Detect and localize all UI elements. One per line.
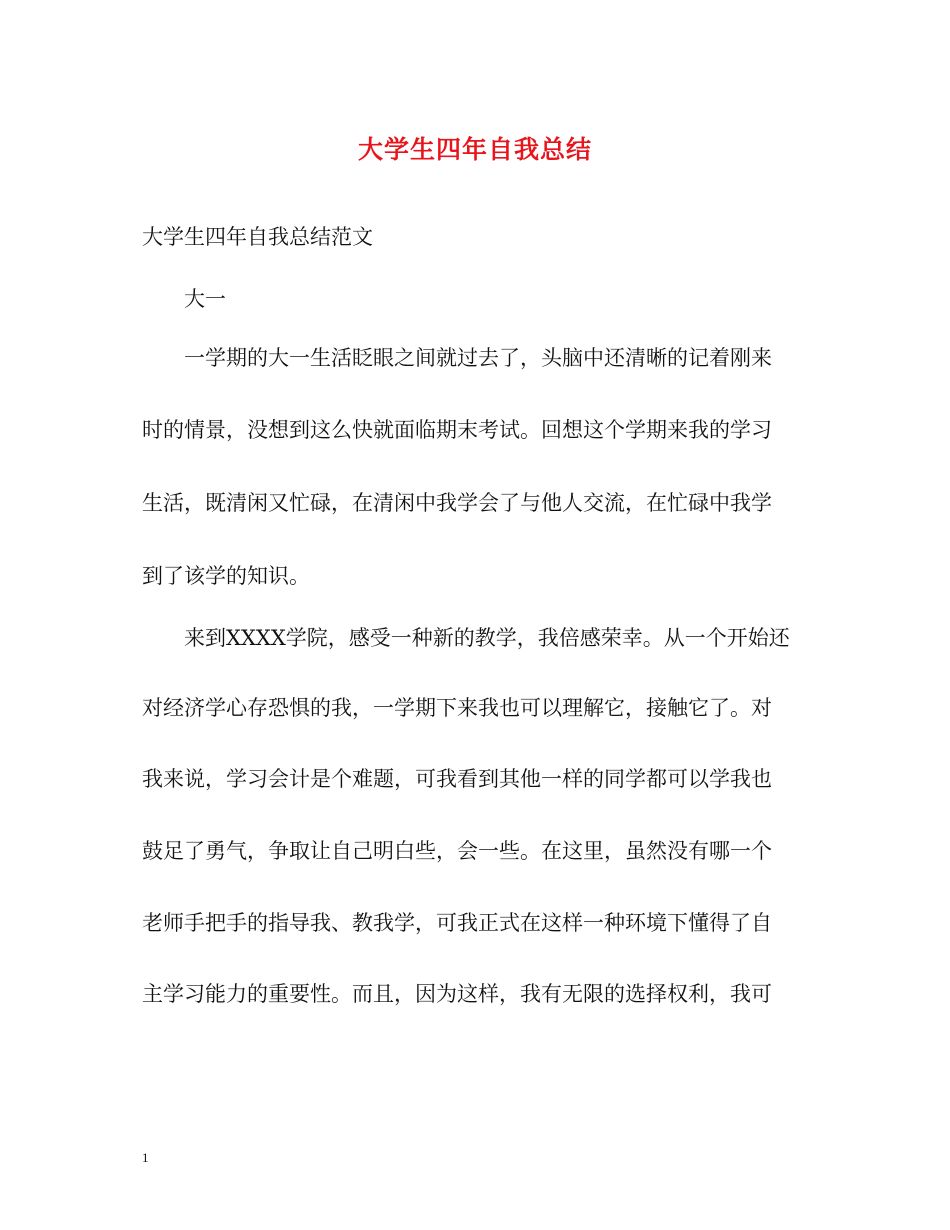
- paragraph-line: 时的情景，没想到这么快就面临期末考试。回想这个学期来我的学习: [142, 418, 772, 442]
- paragraph-line: 主学习能力的重要性。而且，因为这样，我有无限的选择权利，我可: [142, 982, 772, 1006]
- paragraph-line: 到了该学的知识。: [142, 564, 310, 588]
- paragraph-line: 鼓足了勇气，争取让自己明白些，会一些。在这里，虽然没有哪一个: [142, 839, 772, 863]
- section-heading: 大一: [184, 287, 226, 311]
- paragraph-line: 我来说，学习会计是个难题，可我看到其他一样的同学都可以学我也: [142, 767, 772, 791]
- paragraph-line: 老师手把手的指导我、教我学，可我正式在这样一种环境下懂得了自: [142, 911, 772, 935]
- paragraph-line: 来到XXXX学院，感受一种新的教学，我倍感荣幸。从一个开始还: [184, 626, 790, 650]
- paragraph-line: 一学期的大一生活眨眼之间就过去了，头脑中还清晰的记着刚来: [184, 346, 772, 370]
- paragraph-line: 对经济学心存恐惧的我，一学期下来我也可以理解它，接触它了。对: [142, 696, 772, 720]
- paragraph-line: 生活，既清闲又忙碌，在清闲中我学会了与他人交流，在忙碌中我学: [142, 491, 772, 515]
- page-number: 1: [142, 1150, 149, 1165]
- document-title: 大学生四年自我总结: [357, 135, 592, 164]
- document-subtitle: 大学生四年自我总结范文: [142, 225, 373, 249]
